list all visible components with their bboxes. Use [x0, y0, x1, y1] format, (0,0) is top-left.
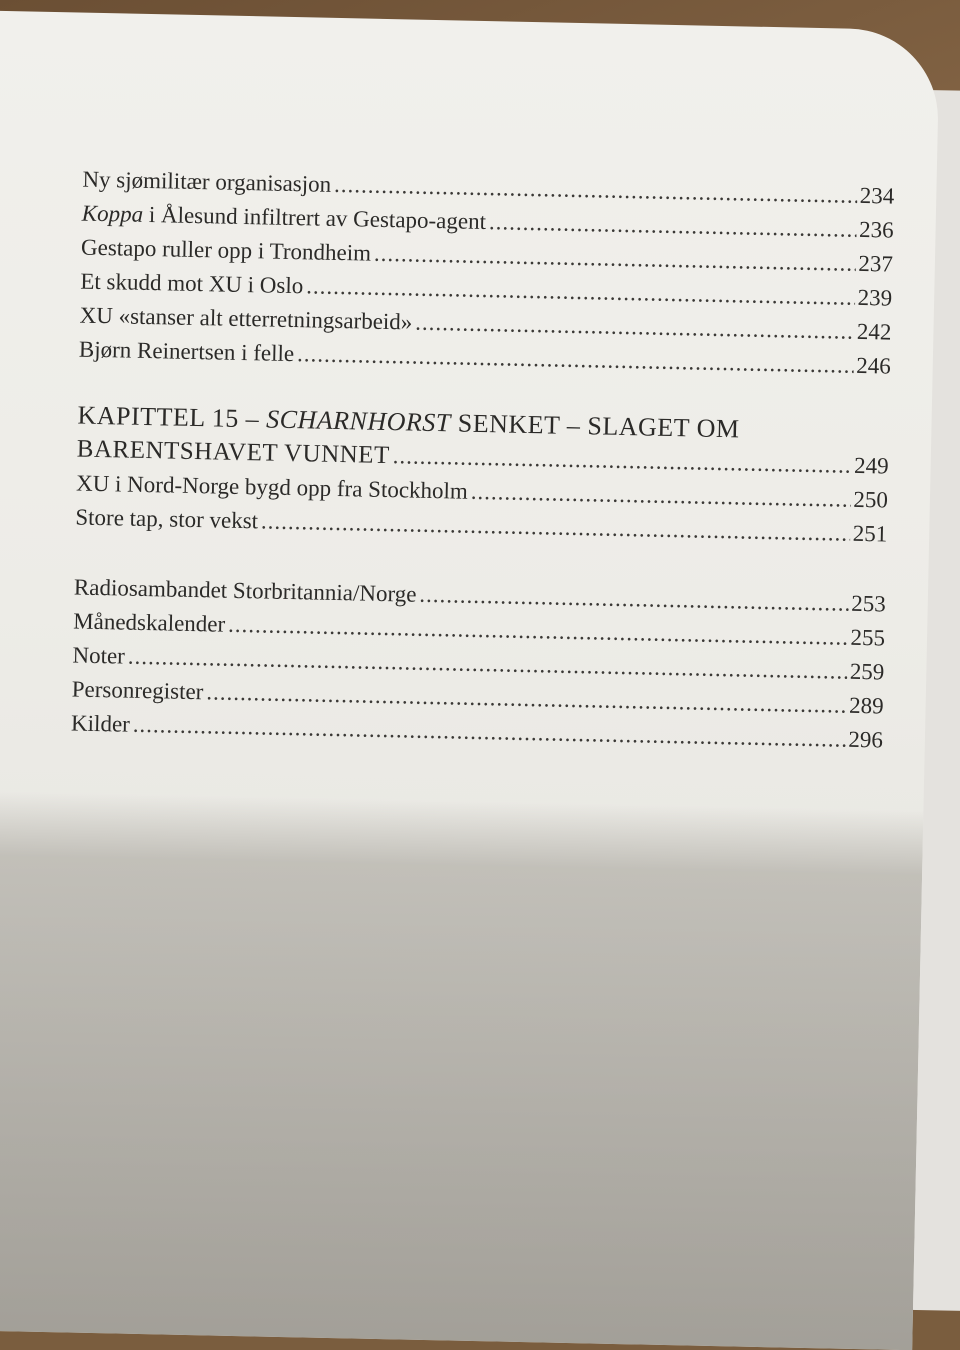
toc-entry-page: 234 — [859, 182, 895, 209]
toc-entry-title-rest: i Ålesund infiltrert av Gestapo-agent — [142, 201, 487, 235]
toc-entry-title: Et skudd mot XU i Oslo — [80, 268, 304, 299]
toc-entry-page: 250 — [853, 486, 889, 513]
toc-entry-title: Radiosambandet Storbritannia/Norge — [73, 574, 417, 607]
book-page — [0, 10, 940, 1350]
toc-entry-page: 236 — [858, 216, 894, 243]
toc-entry-page: 289 — [848, 692, 884, 719]
toc-entry-title-italic: Koppa — [81, 200, 144, 227]
toc-entry-page: 253 — [851, 590, 887, 617]
toc-entry-page: 246 — [855, 352, 892, 379]
toc-entry-title: Gestapo ruller opp i Trondheim — [80, 234, 372, 266]
toc-entry-title: Personregister — [71, 676, 204, 705]
toc-entry-page: 249 — [853, 452, 889, 479]
toc-entry-page: 239 — [857, 284, 893, 311]
toc-entry-title: Ny sjømilitær organisasjon — [82, 166, 332, 197]
toc-entry-title: Noter — [72, 642, 126, 669]
chapter-heading-line2: BARENTSHAVET VUNNET — [76, 435, 391, 470]
photo-shadow — [0, 790, 923, 1350]
toc-entry-page: 259 — [849, 658, 885, 685]
toc-entry-page: 296 — [848, 726, 884, 753]
chapter-heading-suffix: SENKET – SLAGET OM — [450, 408, 740, 444]
toc-entry-title: Månedskalender — [72, 608, 226, 637]
toc-entry-page: 255 — [850, 624, 886, 651]
toc-entry-title: Bjørn Reinertsen i felle — [78, 336, 295, 367]
table-of-contents — [71, 163, 895, 758]
toc-entry-page: 237 — [858, 250, 894, 277]
toc-entry-title: XU «stanser alt etterretningsarbeid» — [79, 302, 413, 335]
toc-entry-title: XU i Nord-Norge bygd opp fra Stockholm — [75, 470, 469, 504]
toc-entry-page: 251 — [852, 520, 888, 547]
toc-entry-page: 242 — [856, 318, 892, 345]
toc-entry-title: Kilder — [70, 710, 131, 737]
chapter-heading-prefix: KAPITTEL 15 – — [77, 400, 267, 434]
toc-entry-title: Store tap, stor vekst — [75, 504, 259, 534]
chapter-heading-italic: SCHARNHORST — [265, 404, 452, 438]
